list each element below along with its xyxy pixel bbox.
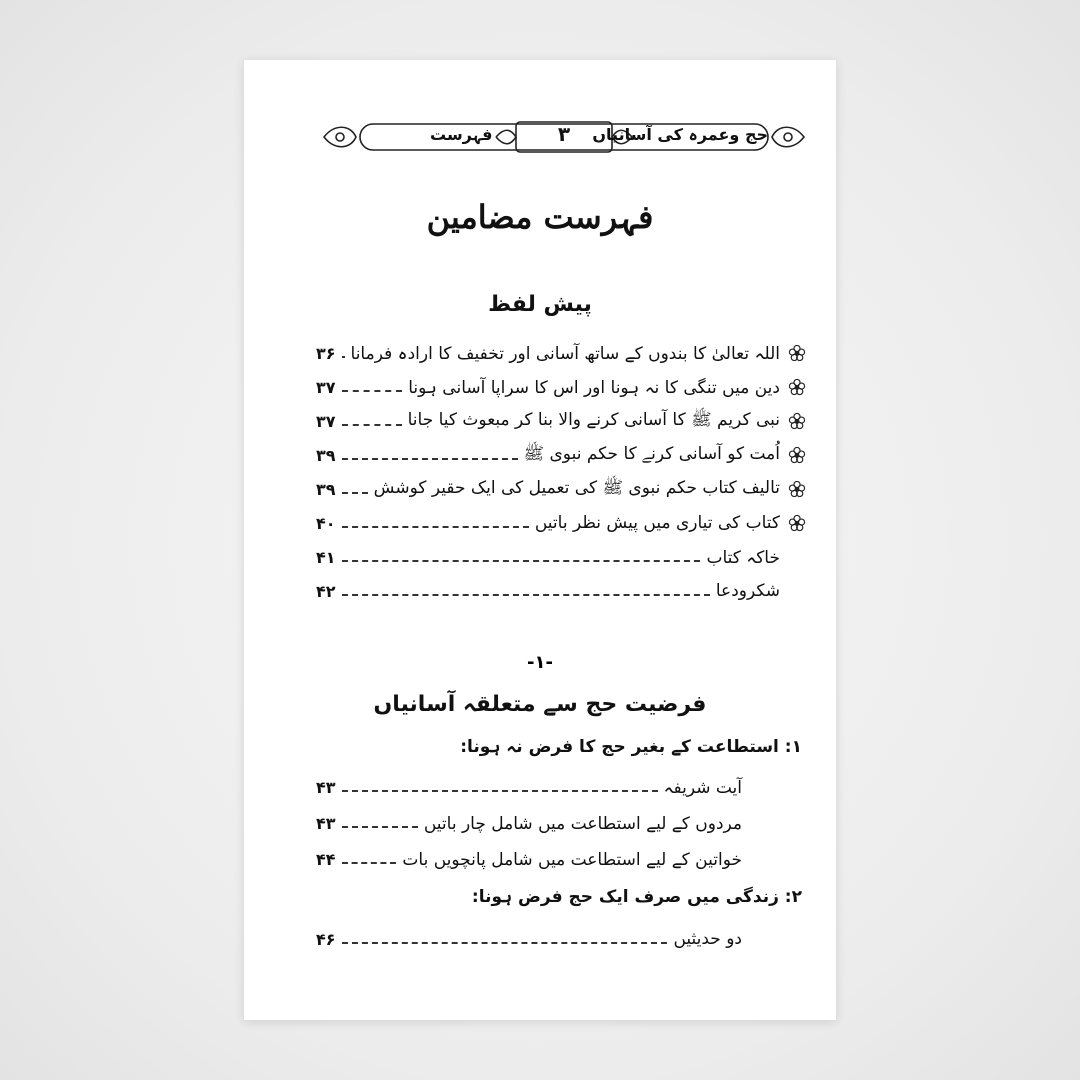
dotted-leader <box>342 560 701 562</box>
toc-page-number: ۴۲ <box>316 581 336 601</box>
toc-entry <box>316 808 806 838</box>
toc-entry <box>316 924 806 954</box>
dotted-leader <box>342 790 658 792</box>
toc-entry-title: آیت شریفہ <box>663 777 742 798</box>
flower-bullet-icon <box>788 514 806 532</box>
toc-page-number: ۴۶ <box>316 929 336 949</box>
dotted-leader <box>342 356 345 358</box>
toc-page-number: ۴۰ <box>316 513 336 533</box>
toc-entry-title: نبی کریم ﷺ کا آسانی کرنے والا بنا کر مبعوث کیا جانا <box>407 409 780 430</box>
page-header <box>320 120 808 154</box>
toc-entry-title: خاکہ کتاب <box>706 547 780 568</box>
preface-heading: پیش لفظ <box>488 292 592 317</box>
toc-entry <box>316 772 806 802</box>
toc-entry-title: کتاب کی تیاری میں پیش نظر باتیں <box>534 513 780 533</box>
toc-entry-title: دین میں تنگی کا نہ ہونا اور اس کا سراپا آسانی ہونا <box>408 377 780 398</box>
toc-page-number: ۳۶ <box>316 343 336 363</box>
toc-entry <box>316 440 806 470</box>
part-marker: -۱- <box>527 652 553 673</box>
toc-entry <box>316 542 806 572</box>
toc-entry-title: خواتین کے لیے استطاعت میں شامل پانچویں بات <box>402 849 742 870</box>
part1-heading: فرضیت حج سے متعلقہ آسانیاں <box>373 692 707 717</box>
toc-entry-title: اُمت کو آسانی کرنے کا حکم نبوی ﷺ <box>523 443 780 464</box>
toc-entry-title: دو حدیثیں <box>673 929 742 949</box>
dotted-leader <box>342 458 518 460</box>
flower-bullet-icon <box>788 480 806 498</box>
part1-subheading-1: ۱: استطاعت کے بغیر حج کا فرض نہ ہونا: <box>460 737 802 757</box>
section-title: فہرست <box>430 125 493 144</box>
book-page <box>244 60 836 1020</box>
book-title: حج وعمرہ کی آسانیاں <box>592 125 768 144</box>
toc-entry <box>316 844 806 874</box>
toc-page-number: ۴۳ <box>316 777 336 797</box>
dotted-leader <box>342 594 710 596</box>
toc-entry-title: تالیف کتاب حکم نبوی ﷺ کی تعمیل کی ایک حقیر کوشش <box>373 477 780 498</box>
toc-page-number: ۴۴ <box>316 849 336 869</box>
dotted-leader <box>342 492 368 494</box>
toc-page-number: ۴۱ <box>316 547 336 567</box>
page-title: فہرست مضامین <box>426 198 654 236</box>
toc-entry <box>316 576 806 606</box>
toc-entry-title: شکرودعا <box>715 581 780 601</box>
part1-subheading-2: ۲: زندگی میں صرف ایک حج فرض ہونا: <box>471 887 802 907</box>
dotted-leader <box>342 526 529 528</box>
toc-entry-title: مردوں کے لیے استطاعت میں شامل چار باتیں <box>423 813 742 834</box>
dotted-leader <box>342 826 418 828</box>
flower-bullet-icon <box>788 378 806 396</box>
toc-entry <box>316 406 806 436</box>
dotted-leader <box>342 390 403 392</box>
toc-page-number: ۳۹ <box>316 479 336 499</box>
toc-page-number: ۴۳ <box>316 813 336 833</box>
toc-entry-title: اللہ تعالیٰ کا بندوں کے ساتھ آسانی اور تخفیف کا ارادہ فرمانا <box>350 343 780 364</box>
dotted-leader <box>342 862 397 864</box>
toc-entry <box>316 372 806 402</box>
flower-bullet-icon <box>788 344 806 362</box>
flower-bullet-icon <box>788 446 806 464</box>
toc-entry <box>316 338 806 368</box>
toc-page-number: ۳۷ <box>316 411 336 431</box>
dotted-leader <box>342 424 402 426</box>
toc-page-number: ۳۹ <box>316 445 336 465</box>
flower-bullet-icon <box>788 412 806 430</box>
page-number: ۳ <box>557 122 571 146</box>
toc-page-number: ۳۷ <box>316 377 336 397</box>
toc-entry <box>316 508 806 538</box>
dotted-leader <box>342 942 668 944</box>
toc-entry <box>316 474 806 504</box>
